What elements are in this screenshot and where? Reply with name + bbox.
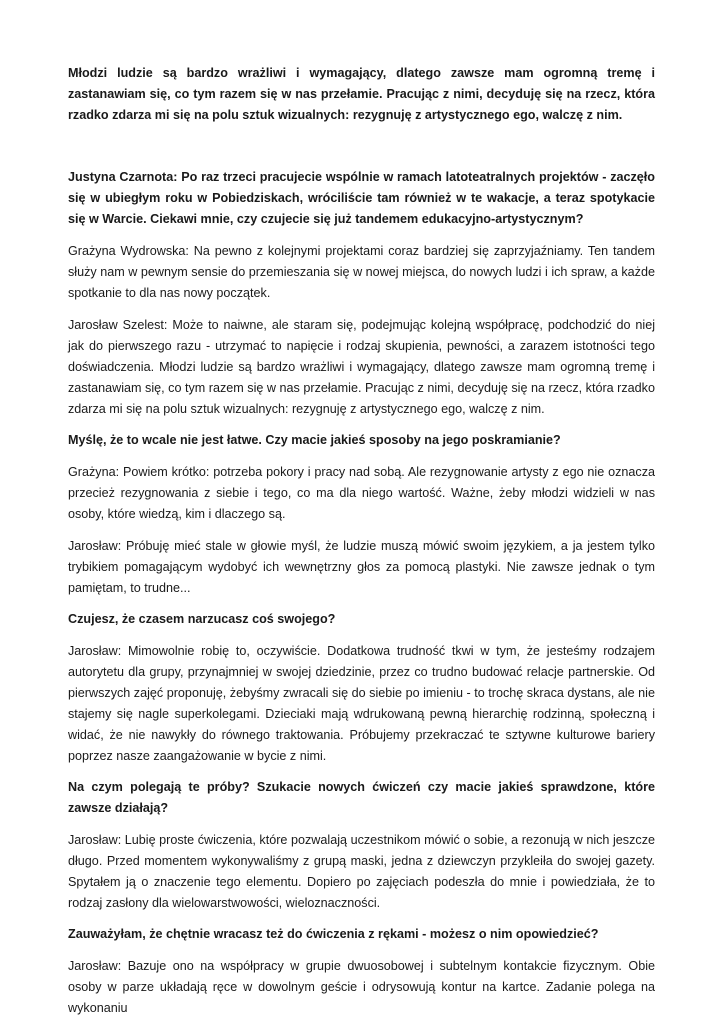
- question-paragraph: Zauważyłam, że chętnie wracasz też do ćwiczenia z rękami - możesz o nim opowiedzieć?: [68, 927, 599, 941]
- answer-paragraph: Jarosław: Próbuję mieć stale w głowie myśl, że ludzie muszą mówić swoim językiem, a ja jestem tylko trybikiem pomagającym wydobyć ich wewnętrzny głos za pomocą plastyki. Nie zawsze jednak o tym pamiętam, to trudne...: [68, 539, 655, 595]
- answer-paragraph: Jarosław: Lubię proste ćwiczenia, które pozwalają uczestnikom mówić o sobie, a rezonują w nich jeszcze długo. Przed momentem wykonywaliśmy z grupą maski, jedna z dziewczyn przykleiła do swojej gazety. Spytałem ją o znaczenie tego elementu. Dopiero po zajęciach podeszła do mnie i powiedziała, że to rodzaj zasłony dla wielowarstwowości, wieloznaczności.: [68, 833, 655, 910]
- question-paragraph: Justyna Czarnota: Po raz trzeci pracujecie wspólnie w ramach latoteatralnych projektów - zaczęło się w ubiegłym roku w Pobiedziskach, wróciliście tam również w te wakacje, a teraz spotykacie się w Warcie. Ciekawi mnie, czy czujecie się już tandemem edukacyjno-artystycznym?: [68, 170, 655, 226]
- answer-paragraph: Jarosław: Bazuje ono na współpracy w grupie dwuosobowej i subtelnym kontakcie fizycznym. Obie osoby w parze układają ręce w dowolnym geście i odrysowują kontur na kartce. Zadanie polega na wykonaniu: [68, 959, 655, 1015]
- answer-paragraph: Jarosław: Mimowolnie robię to, oczywiście. Dodatkowa trudność tkwi w tym, że jesteśmy rodzajem autorytetu dla grupy, przynajmniej w swojej dziedzinie, przez co trudno budować relacje partnerskie. Od pierwszych zajęć proponuję, żebyśmy zwracali się do siebie po imieniu - to trochę skraca dystans, ale nie stajemy się nagle superkolegami. Dzieciaki mają wdrukowaną pewną hierarchię rodzinną, społeczną i widać, że nie nawykły do równego traktowania. Próbujemy przekraczać te sztywne kulturowe bariery poprzez nasze zaangażowanie w bycie z nimi.: [68, 644, 655, 763]
- answer-paragraph: Grażyna: Powiem krótko: potrzeba pokory i pracy nad sobą. Ale rezygnowanie artysty z ego nie oznacza przecież rezygnowania z siebie i tego, co ma dla niego wartość. Ważne, żeby młodzi widzieli w nas osoby, które wiedzą, kim i dlaczego są.: [68, 465, 655, 521]
- question-paragraph: Na czym polegają te próby? Szukacie nowych ćwiczeń czy macie jakieś sprawdzone, które zawsze działają?: [68, 780, 655, 815]
- answer-paragraph: Grażyna Wydrowska: Na pewno z kolejnymi projektami coraz bardziej się zaprzyjaźniamy. Ten tandem służy nam w pewnym sensie do przemieszania się w nowej miejsca, do nowych ludzi i ich spraw, a każde spotkanie to dla nas nowy początek.: [68, 244, 655, 300]
- intro-quote: Młodzi ludzie są bardzo wrażliwi i wymagający, dlatego zawsze mam ogromną tremę i zastanawiam się, co tym razem się w nas przełamie. Pracując z nimi, decyduję się na rzecz, która rzadko zdarza mi się na polu sztuk wizualnych: rezygnuję z artystycznego ego, walczę z nim.: [68, 66, 655, 122]
- question-paragraph: Myślę, że to wcale nie jest łatwe. Czy macie jakieś sposoby na jego poskramianie?: [68, 433, 561, 447]
- question-paragraph: Czujesz, że czasem narzucasz coś swojego?: [68, 612, 336, 626]
- answer-paragraph: Jarosław Szelest: Może to naiwne, ale staram się, podejmując kolejną współpracę, podchodzić do niej jak do pierwszego razu - utrzymać to napięcie i rodzaj skupienia, pewności, a zarazem istotności tego doświadczenia. Młodzi ludzie są bardzo wrażliwi i wymagający, dlatego zawsze mam ogromną tremę i zastanawiam się, co tym razem się w nas przełamie. Pracując z nimi, decyduję się na rzecz, która rzadko zdarza mi się na polu sztuk wizualnych: rezygnuję z artystycznego ego, walczę z nim.: [68, 318, 655, 416]
- document-page: [68, 63, 655, 1019]
